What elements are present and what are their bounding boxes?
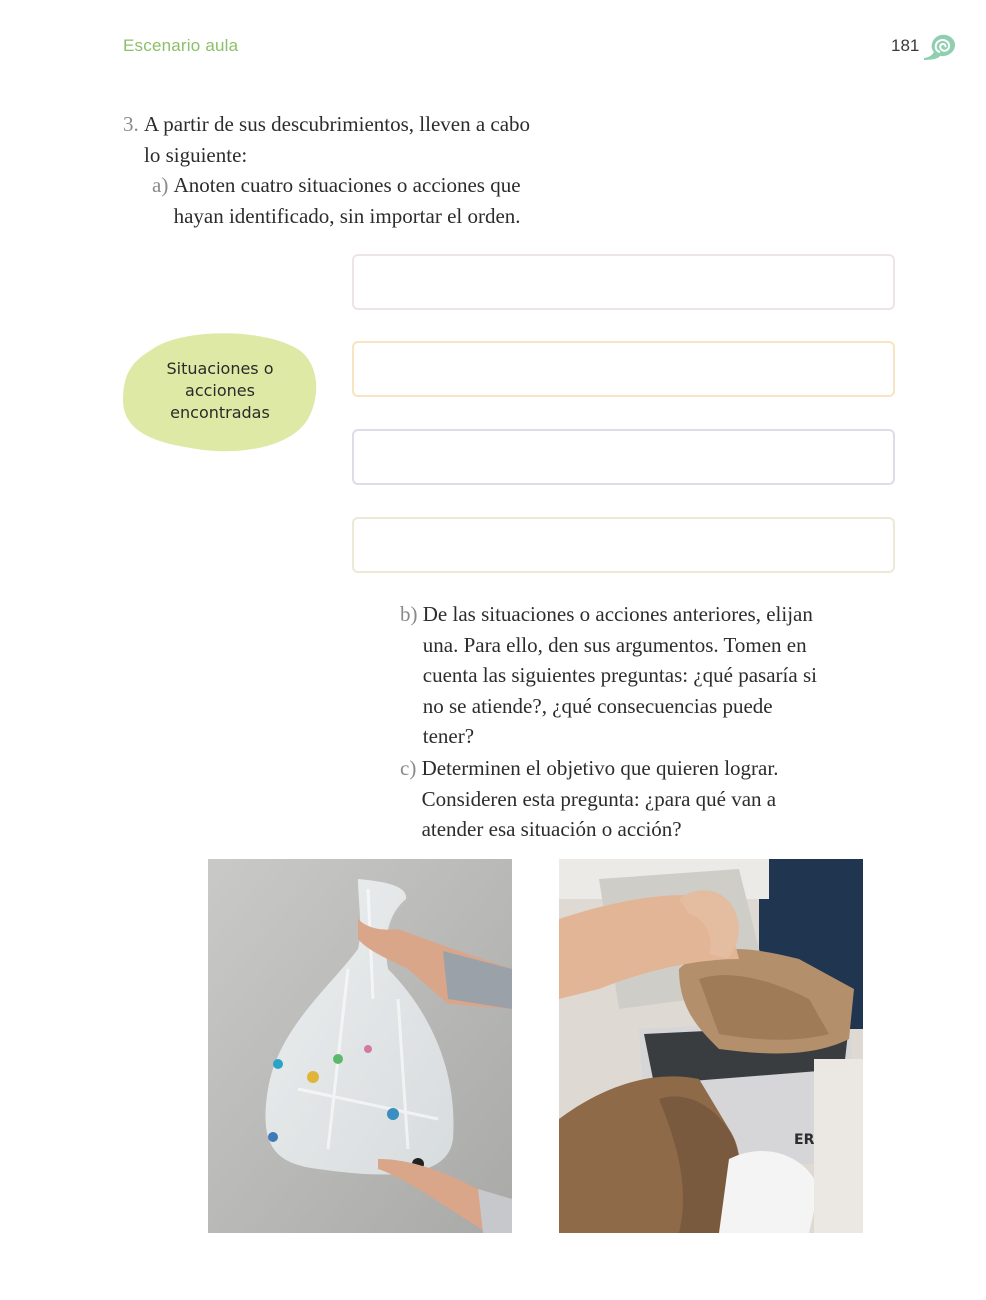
- item-c: [400, 753, 840, 845]
- question-number: 3.: [123, 112, 139, 136]
- bin-label: ER: [794, 1132, 815, 1148]
- item-a: [152, 170, 532, 231]
- answer-box-1[interactable]: [352, 254, 895, 310]
- answer-box-2[interactable]: [352, 341, 895, 397]
- recycling-bin-image: [559, 859, 863, 1233]
- situations-label: Situaciones o acciones encontradas: [166, 359, 274, 422]
- answer-box-3[interactable]: [352, 429, 895, 485]
- item-marker: a): [152, 173, 169, 197]
- item-b: [400, 599, 840, 752]
- plastic-bag-image: [208, 859, 512, 1233]
- page-number: 181: [891, 36, 920, 55]
- item-marker: c): [400, 756, 417, 780]
- question-3: [123, 109, 543, 170]
- answer-box-4[interactable]: [352, 517, 895, 573]
- item-text: Anoten cuatro situaciones o acciones que hayan identificado, sin importar el orden.: [173, 173, 521, 228]
- section-title: Escenario aula: [123, 36, 239, 55]
- photo-plastic-bag: [208, 859, 512, 1233]
- item-text: De las situaciones o acciones anteriores, elijan una. Para ello, den sus argumentos. Tomen en cuenta las siguientes preguntas: ¿qué pasaría si no se atiende?, ¿qué consecuencias puede tener?: [422, 602, 817, 748]
- item-marker: b): [400, 602, 418, 626]
- item-text: Determinen el objetivo que quieren lograr. Consideren esta pregunta: ¿para qué van a atender esa situación o acción?: [421, 756, 779, 841]
- photo-recycling-bin: [559, 859, 863, 1233]
- question-text: A partir de sus descubrimientos, lleven a cabo lo siguiente:: [144, 112, 531, 167]
- snail-icon: [922, 30, 958, 62]
